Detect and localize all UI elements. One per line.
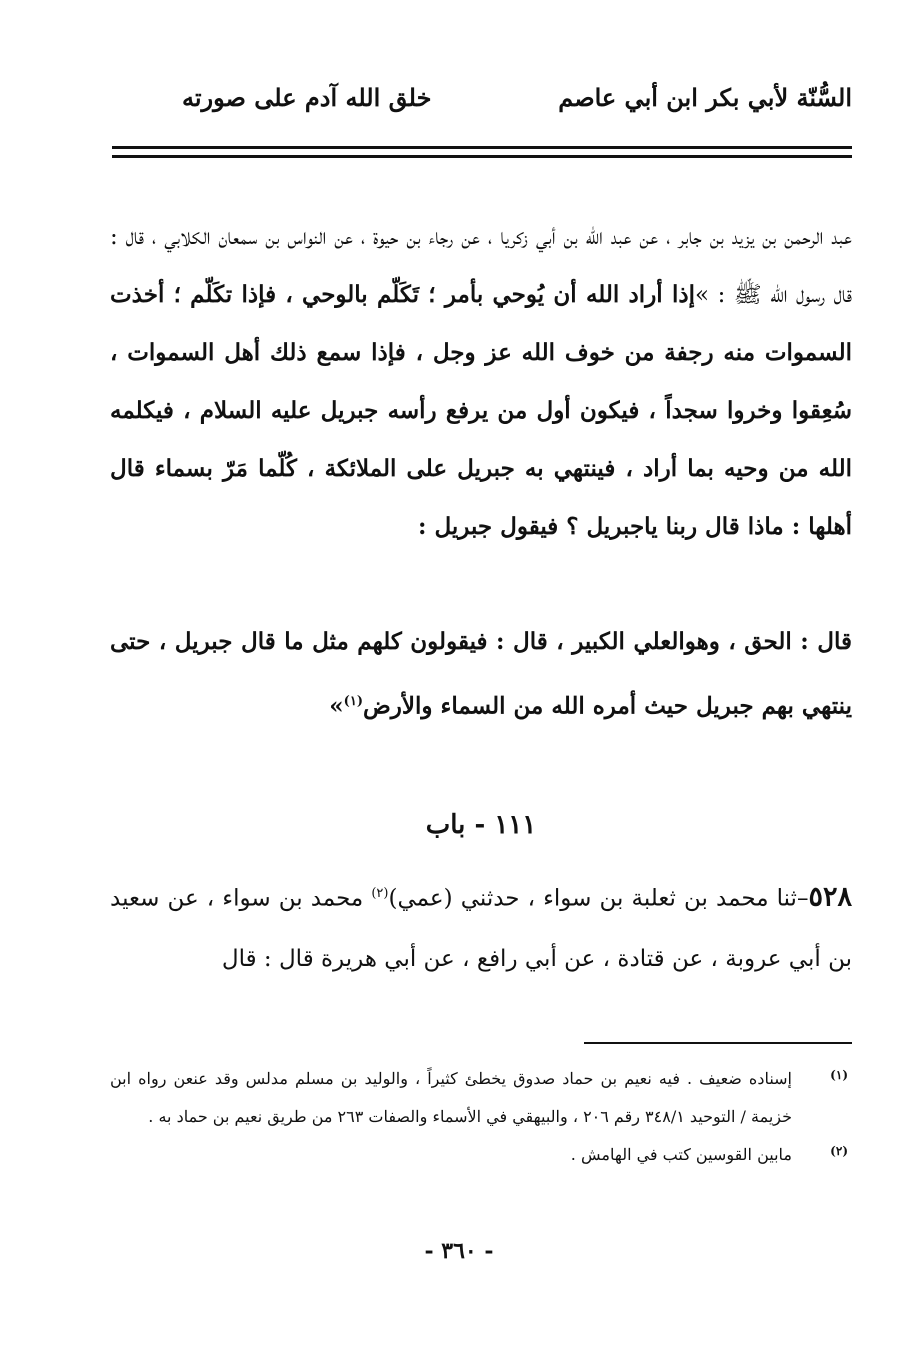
header-rule-bottom [112, 155, 852, 158]
footnote-mark: (٢) [830, 1144, 848, 1158]
running-header [112, 72, 852, 122]
hadith-number: ٥٢٨ [808, 881, 852, 913]
footnote-text: إسناده ضعيف . فيه نعيم بن حماد صدوق يخطئ كثيراً ، والوليد بن مسلم مدلس وقد عنعن رواه ابن خزيمة / التوحيد ٣٤٨/١ رقم ٢٠٦ ، والبيهقي في الأسماء والصفات ٢٦٣ من طريق نعيم بن حماد به . [110, 1069, 792, 1126]
header-rule-top [112, 146, 852, 149]
chapter-title: خلق الله آدم على صورته [182, 82, 432, 112]
closing-quote: » [329, 692, 344, 720]
footnotes [110, 1060, 852, 1174]
hadith-text-b: محمد بن سواء ، عن سعيد بن أبي عروبة ، عن قتادة ، عن أبي رافع ، عن أبي هريرة قال : قال [110, 885, 852, 972]
book-title: السُّنّة لأبي بكر ابن أبي عاصم [558, 82, 852, 112]
hadith-text-a: –ثنا محمد بن ثعلبة بن سواء ، حدثني (عمي) [388, 885, 809, 912]
footnote-1 [110, 1060, 852, 1136]
footnote-mark: (١) [830, 1068, 848, 1082]
footnote-ref-1: (١) [343, 694, 363, 709]
hadith-continuation-paragraph [110, 612, 852, 737]
footnote-text: مابين القوسين كتب في الهامش . [570, 1145, 792, 1164]
isnad-text: عبد الرحمن بن يزيد بن جابر ، عن عبد الله بن أبي زكريا ، عن رجاء بن حيوة ، عن النواس بن سمعان الكلابي ، قال : قال رسول الله ﷺ : » [110, 224, 852, 308]
footnote-2 [110, 1136, 852, 1174]
matn-text: إذا أراد الله أن يُوحي بأمر ؛ تَكَلّم بالوحي ، فإذا تكَلّم ؛ أخذت السموات منه رجفة من خوف الله عز وجل ، فإذا سمع ذلك أهل السموات ، سُعِقوا وخروا سجداً ، فيكون أول من يرفع رأسه جبريل عليه السلام ، فيكلمه الله من وحيه بما أراد ، فينتهي به جبريل على الملائكة ، كُلّما مَرّ بسماء قال أهلها : ماذا قال ربنا ياجبريل ؟ فيقول جبريل : [110, 281, 852, 540]
footnote-ref-2: (٢) [371, 886, 389, 901]
hadith-continuation [110, 208, 852, 556]
footnote-separator [584, 1042, 852, 1044]
section-heading: ١١١ - باب [425, 810, 537, 840]
matn-text-end: قال : الحق ، وهوالعلي الكبير ، قال : فيقولون كلهم مثل ما قال جبريل ، حتى ينتهي بهم جبريل حيث أمره الله من السماء والأرض [110, 628, 852, 720]
hadith-528 [110, 864, 852, 989]
page-number: - ٣٦٠ - [424, 1238, 494, 1264]
